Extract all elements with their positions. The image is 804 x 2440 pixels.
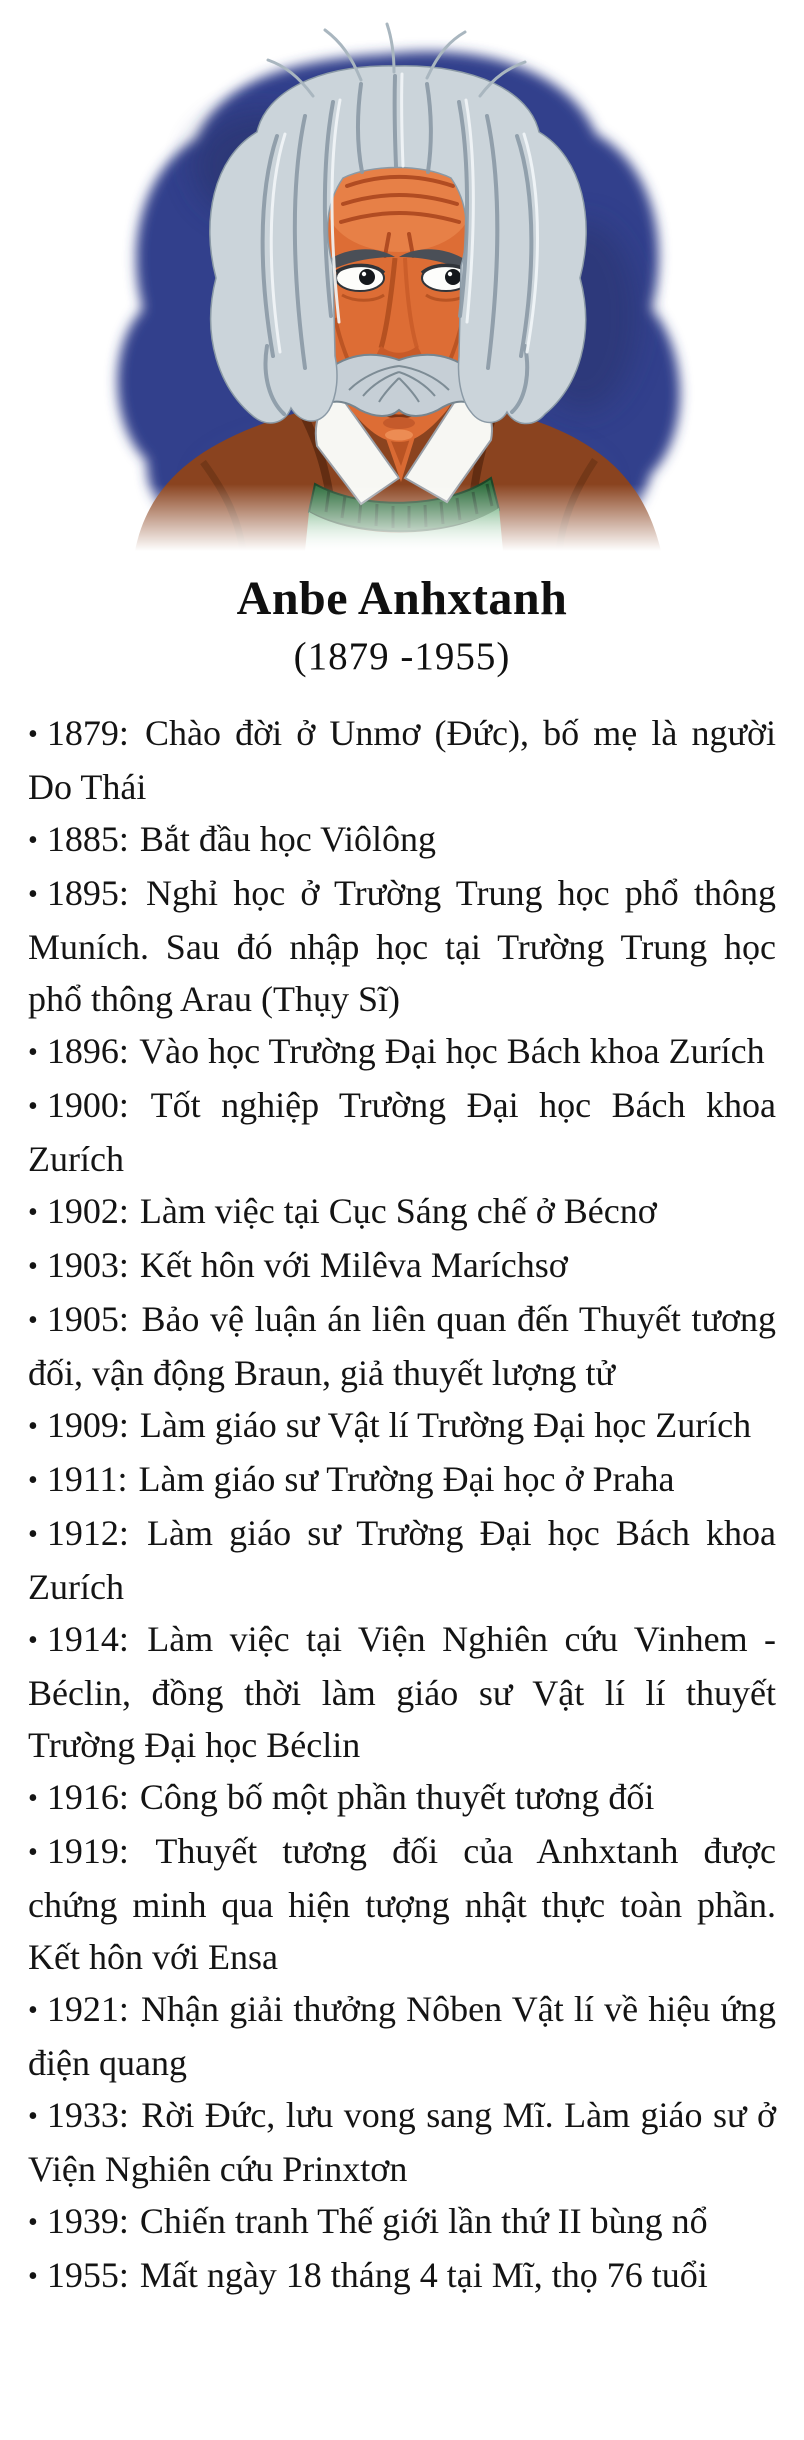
bullet-icon: • bbox=[28, 719, 38, 750]
timeline-year: 1921: bbox=[46, 1989, 129, 2029]
portrait-container bbox=[63, 16, 741, 551]
timeline-year: 1896: bbox=[46, 1031, 129, 1071]
timeline-year: 1895: bbox=[46, 873, 129, 913]
timeline-entry-1905 bbox=[28, 1293, 776, 1399]
timeline-text: Công bố một phần thuyết tương đối bbox=[139, 1777, 655, 1817]
timeline-entry-1912 bbox=[28, 1507, 776, 1613]
timeline-year: 1912: bbox=[46, 1513, 129, 1553]
timeline-text: Bảo vệ luận án liên quan đến Thuyết tương đối, vận động Braun, giả thuyết lượng tử bbox=[28, 1299, 776, 1393]
timeline-year: 1955: bbox=[46, 2255, 129, 2295]
timeline-text: Làm giáo sư Vật lí Trường Đại học Zurích bbox=[139, 1405, 752, 1445]
bullet-icon: • bbox=[28, 1625, 38, 1656]
bullet-icon: • bbox=[28, 1783, 38, 1814]
timeline-text: Làm giáo sư Trường Đại học Bách khoa Zurích bbox=[28, 1513, 776, 1607]
bottom-fade bbox=[63, 484, 741, 551]
timeline-entry-1921 bbox=[28, 1983, 776, 2089]
timeline-year: 1885: bbox=[46, 819, 129, 859]
timeline-entry-1902 bbox=[28, 1185, 776, 1239]
timeline-text: Chào đời ở Unmơ (Đức), bố mẹ là người Do Thái bbox=[28, 713, 776, 807]
timeline-entry-1879 bbox=[28, 707, 776, 813]
bullet-icon: • bbox=[28, 1305, 38, 1336]
timeline-text: Nhận giải thưởng Nôben Vật lí về hiệu ứng điện quang bbox=[28, 1989, 777, 2083]
timeline-year: 1911: bbox=[46, 1459, 128, 1499]
timeline-text: Làm việc tại Viện Nghiên cứu Vinhem - Béclin, đồng thời làm giáo sư Vật lí lí thuyết Trường Đại học Béclin bbox=[28, 1619, 777, 1765]
timeline-year: 1933: bbox=[46, 2095, 129, 2135]
timeline-entry-1903 bbox=[28, 1239, 776, 1293]
page-title: Anbe Anhxtanh bbox=[236, 572, 568, 625]
timeline-year: 1914: bbox=[46, 1619, 129, 1659]
timeline-entry-1895 bbox=[28, 867, 776, 1025]
timeline-entry-1914 bbox=[28, 1613, 776, 1771]
timeline-text: Thuyết tương đối của Anhxtanh được chứng minh qua hiện tượng nhật thực toàn phần. Kết hôn với Ensa bbox=[28, 1831, 777, 1977]
timeline-text: Nghỉ học ở Trường Trung học phổ thông Muních. Sau đó nhập học tại Trường Trung học phổ thông Arau (Thụy Sĩ) bbox=[28, 873, 776, 1019]
bullet-icon: • bbox=[28, 1197, 38, 1228]
timeline-year: 1879: bbox=[46, 713, 129, 753]
bullet-icon: • bbox=[28, 2261, 38, 2292]
bullet-icon: • bbox=[28, 1037, 38, 1068]
timeline-year: 1939: bbox=[46, 2201, 129, 2241]
page-subtitle: (1879 -1955) bbox=[293, 635, 511, 678]
timeline-year: 1919: bbox=[46, 1831, 129, 1871]
timeline-year: 1902: bbox=[46, 1191, 129, 1231]
timeline-text: Chiến tranh Thế giới lần thứ II bùng nổ bbox=[139, 2201, 708, 2241]
bullet-icon: • bbox=[28, 1465, 38, 1496]
timeline-entry-1933 bbox=[28, 2089, 776, 2195]
timeline-entry-1909 bbox=[28, 1399, 776, 1453]
timeline-entry-1916 bbox=[28, 1771, 776, 1825]
timeline-text: Tốt nghiệp Trường Đại học Bách khoa Zurích bbox=[28, 1085, 776, 1179]
bullet-icon: • bbox=[28, 1411, 38, 1442]
timeline-text: Làm giáo sư Trường Đại học ở Praha bbox=[138, 1459, 675, 1499]
timeline-entry-1939 bbox=[28, 2195, 776, 2249]
bullet-icon: • bbox=[28, 825, 38, 856]
timeline-text: Kết hôn với Milêva Maríchsơ bbox=[139, 1245, 568, 1285]
bullet-icon: • bbox=[28, 2207, 38, 2238]
timeline-year: 1916: bbox=[46, 1777, 129, 1817]
timeline-entry-1896 bbox=[28, 1025, 776, 1079]
timeline-text: Rời Đức, lưu vong sang Mĩ. Làm giáo sư ở Viện Nghiên cứu Prinxtơn bbox=[28, 2095, 777, 2189]
timeline-entry-1911 bbox=[28, 1453, 776, 1507]
bullet-icon: • bbox=[28, 1837, 38, 1868]
bullet-icon: • bbox=[28, 1519, 38, 1550]
bullet-icon: • bbox=[28, 1995, 38, 2026]
timeline-year: 1909: bbox=[46, 1405, 129, 1445]
timeline-year: 1903: bbox=[46, 1245, 129, 1285]
timeline-text: Làm việc tại Cục Sáng chế ở Bécnơ bbox=[139, 1191, 657, 1231]
timeline-text: Mất ngày 18 tháng 4 tại Mĩ, thọ 76 tuổi bbox=[139, 2255, 708, 2295]
einstein-portrait-illustration bbox=[63, 16, 741, 551]
timeline-text: Bắt đầu học Viôlông bbox=[139, 819, 436, 859]
timeline-entry-1955 bbox=[28, 2249, 776, 2303]
timeline-year: 1905: bbox=[46, 1299, 129, 1339]
bullet-icon: • bbox=[28, 879, 38, 910]
bullet-icon: • bbox=[28, 2101, 38, 2132]
timeline-entry-1885 bbox=[28, 813, 776, 867]
timeline-text: Vào học Trường Đại học Bách khoa Zurích bbox=[139, 1031, 765, 1071]
timeline bbox=[28, 707, 776, 2303]
bullet-icon: • bbox=[28, 1251, 38, 1282]
timeline-entry-1919 bbox=[28, 1825, 776, 1983]
timeline-entry-1900 bbox=[28, 1079, 776, 1185]
bullet-icon: • bbox=[28, 1091, 38, 1122]
timeline-year: 1900: bbox=[46, 1085, 129, 1125]
